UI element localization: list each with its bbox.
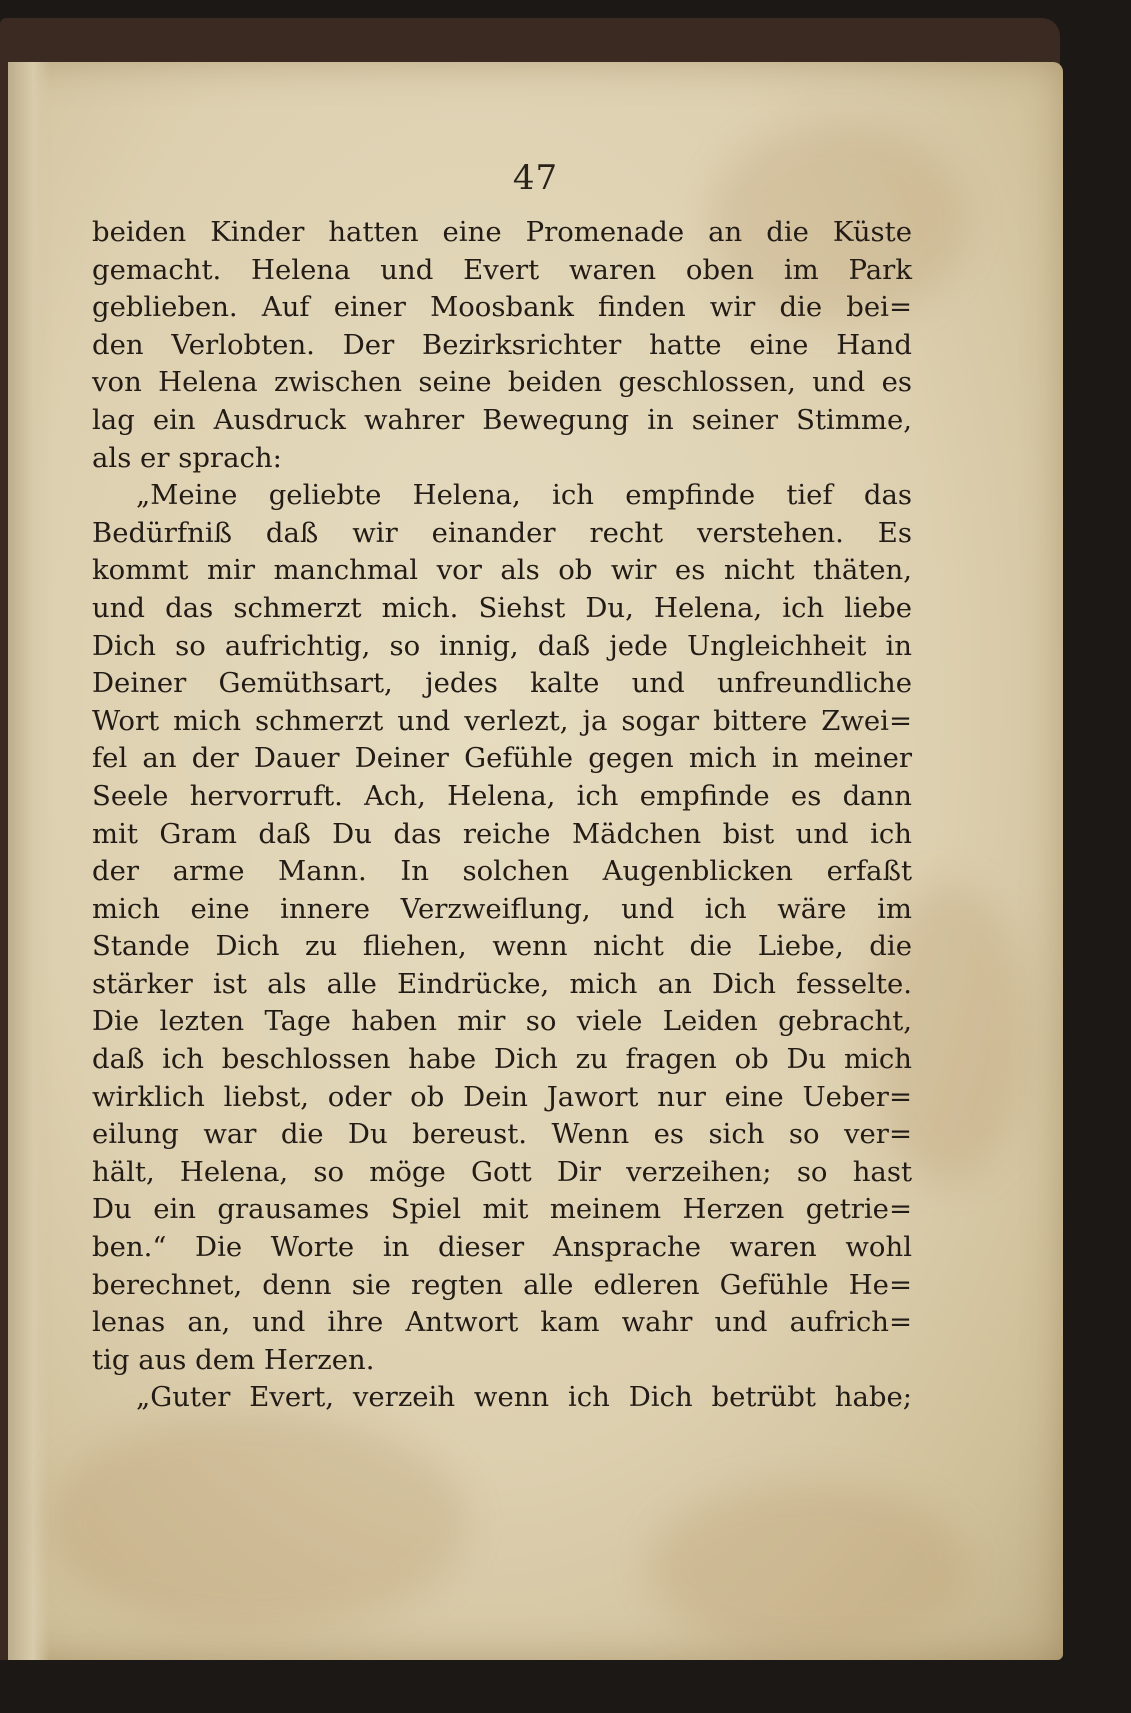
- text-line: lag ein Ausdruck wahrer Bewegung in seiner Stimme,: [92, 403, 912, 436]
- text-line: lenas an, und ihre Antwort kam wahr und aufrich=: [92, 1306, 912, 1339]
- book-bottom-edge: [0, 1660, 1131, 1713]
- text-line: Die lezten Tage haben mir so viele Leiden gebracht,: [92, 1005, 912, 1038]
- text-line: Du ein grausames Spiel mit meinem Herzen getrie=: [92, 1193, 912, 1226]
- text-line: eilung war die Du bereust. Wenn es sich so ver=: [92, 1118, 912, 1151]
- text-line: Wort mich schmerzt und verlezt, ja sogar bittere Zwei=: [92, 704, 912, 737]
- text-line: fel an der Dauer Deiner Gefühle gegen mich in meiner: [92, 742, 912, 775]
- page-number: 47: [512, 158, 559, 198]
- text-line: mich eine innere Verzweiflung, und ich wäre im: [92, 892, 912, 925]
- text-line: Dich so aufrichtig, so innig, daß jede Ungleichheit in: [92, 629, 912, 662]
- text-line: „Guter Evert, verzeih wenn ich Dich betrübt habe;: [136, 1381, 912, 1414]
- text-line: kommt mir manchmal vor als ob wir es nicht thäten,: [92, 554, 912, 587]
- text-line: als er sprach:: [92, 441, 282, 474]
- text-line: wirklich liebst, oder ob Dein Jawort nur eine Ueber=: [92, 1080, 912, 1113]
- text-line: „Meine geliebte Helena, ich empfinde tief das: [136, 479, 912, 512]
- text-line: mit Gram daß Du das reiche Mädchen bist und ich: [92, 817, 912, 850]
- text-line: stärker ist als alle Eindrücke, mich an Dich fesselte.: [92, 967, 912, 1000]
- paper-stain: [48, 1412, 468, 1632]
- text-line: ben.“ Die Worte in dieser Ansprache waren wohl: [92, 1231, 912, 1264]
- text-line: und das schmerzt mich. Siehst Du, Helena, ich liebe: [92, 591, 912, 624]
- text-line: Seele hervorruft. Ach, Helena, ich empfinde es dann: [92, 779, 912, 812]
- text-line: beiden Kinder hatten eine Promenade an die Küste: [92, 216, 912, 248]
- text-line: der arme Mann. In solchen Augenblicken erfaßt: [92, 855, 912, 888]
- text-line: gemacht. Helena und Evert waren oben im Park: [92, 253, 912, 286]
- text-line: tig aus dem Herzen.: [92, 1343, 375, 1376]
- body-text: [92, 214, 912, 1417]
- text-line: den Verlobten. Der Bezirksrichter hatte eine Hand: [92, 328, 912, 361]
- text-line: von Helena zwischen seine beiden geschlossen, und es: [92, 366, 912, 399]
- page-gutter: [8, 62, 50, 1660]
- text-line: hält, Helena, so möge Gott Dir verzeihen; so hast: [92, 1155, 912, 1188]
- text-line: Deiner Gemüthsart, jedes kalte und unfreundliche: [92, 667, 912, 700]
- text-line: Stande Dich zu fliehen, wenn nicht die Liebe, die: [92, 930, 912, 963]
- text-line: geblieben. Auf einer Moosbank finden wir die bei=: [92, 291, 912, 324]
- book-page: [8, 62, 1063, 1660]
- text-line: berechnet, denn sie regten alle edleren Gefühle He=: [92, 1268, 912, 1301]
- paper-stain: [648, 1482, 968, 1652]
- text-line: Bedürfniß daß wir einander recht verstehen. Es: [92, 516, 912, 549]
- text-line: daß ich beschlossen habe Dich zu fragen ob Du mich: [92, 1043, 912, 1076]
